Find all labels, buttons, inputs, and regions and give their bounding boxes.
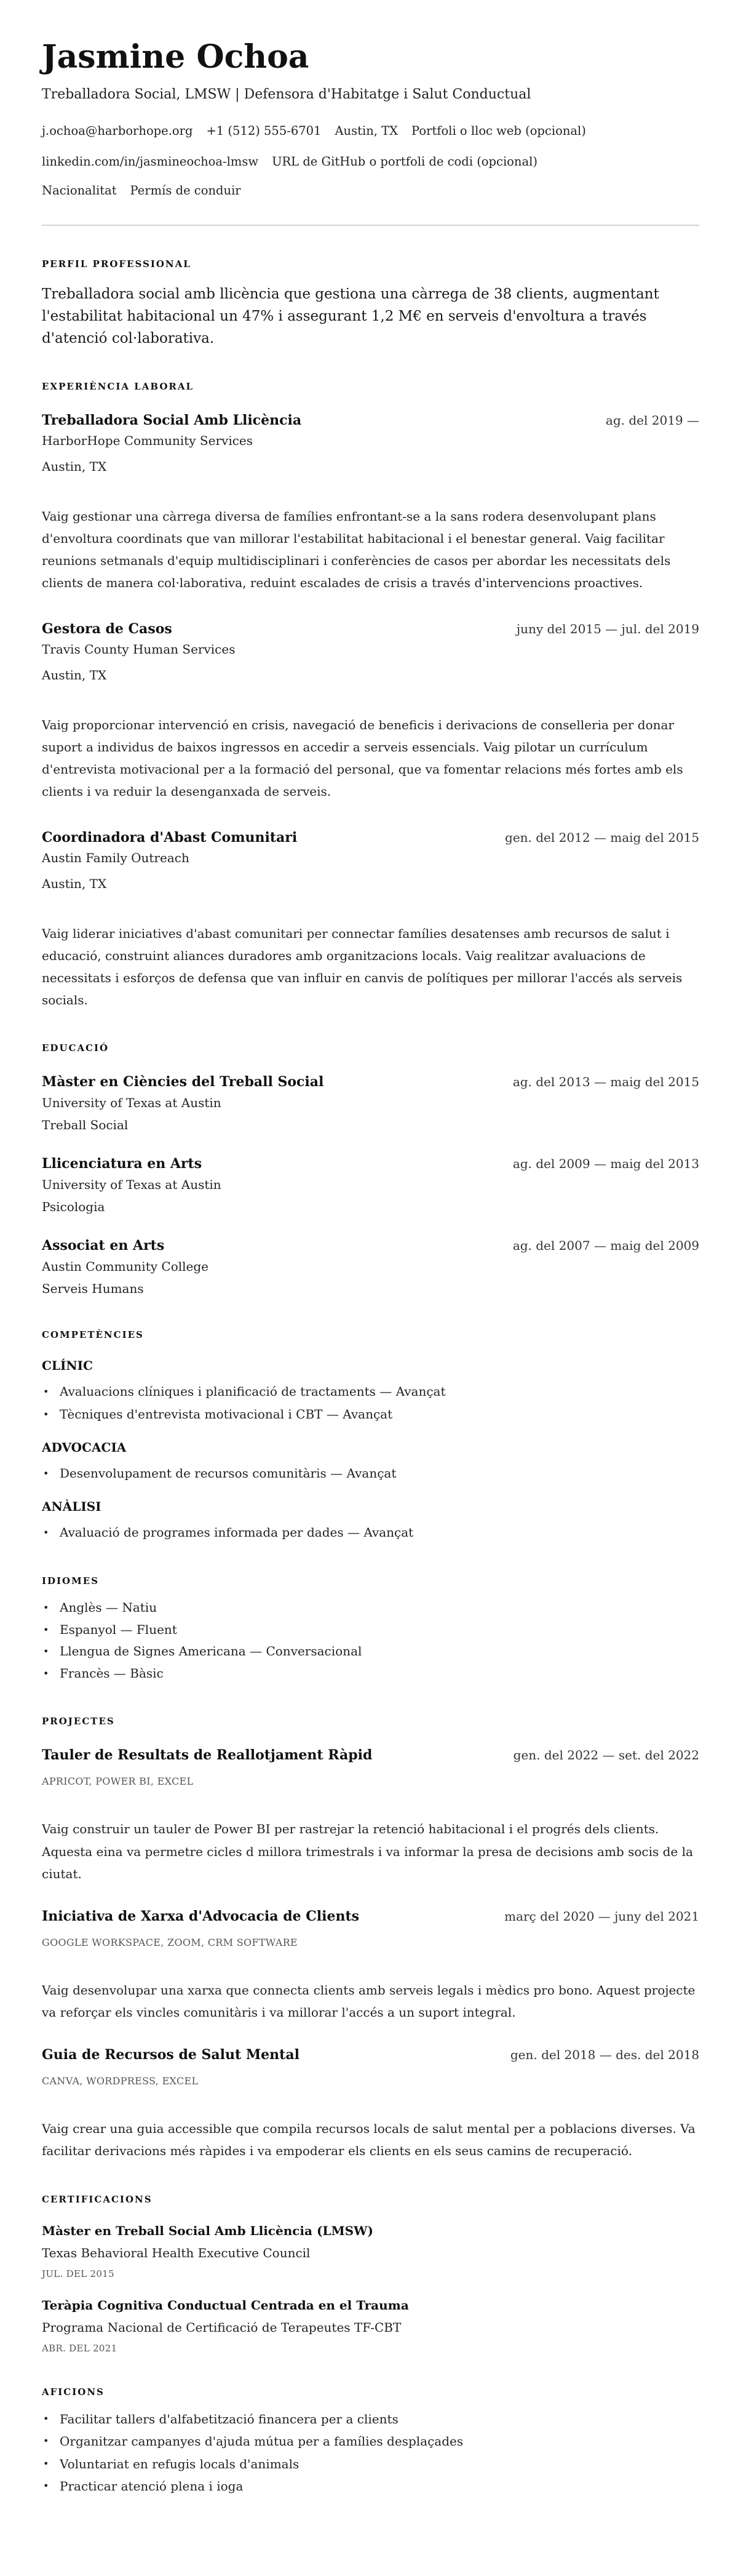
language-item: • Llengua de Signes Americana — Conversacional <box>42 1641 699 1663</box>
contact-driving-license: Permís de conduir <box>130 183 241 198</box>
job-company: Austin Family Outreach <box>42 850 189 865</box>
contact-row <box>42 122 699 140</box>
institution: University of Texas at Austin <box>42 1177 221 1192</box>
job-company: HarborHope Community Services <box>42 433 253 448</box>
certification-entry <box>42 2222 699 2281</box>
experience-section <box>42 380 699 1011</box>
skill-list <box>42 1462 699 1485</box>
skill-group-title: ANÀLISI <box>42 1499 101 1514</box>
job-entry <box>42 620 699 802</box>
project-title: Guia de Recursos de Salut Mental <box>42 2046 300 2063</box>
institution: Austin Community College <box>42 1259 208 1274</box>
job-description: Vaig proporcionar intervenció en crisis, navegació de beneficis i derivacions de conselleria per donar suport a individus de baixos ingressos en accedir a serveis essencials. Vaig pilotar un currículum d'entrevista motivacional per a la formació del personal, que va fomentar relacions més fortes amb els clients i va reduir la desenganxada de serveis. <box>42 718 683 799</box>
project-title: Iniciativa de Xarxa d'Advocacia de Clients <box>42 1908 360 1924</box>
project-entry <box>42 1746 699 1886</box>
skills-section <box>42 1329 699 1544</box>
hobbies-section <box>42 2386 699 2498</box>
skill-item: • Tècniques d'entrevista motivacional i CBT — Avançat <box>42 1403 699 1426</box>
contact-location: Austin, TX <box>335 124 399 138</box>
project-tech: CANVA, WORDPRESS, EXCEL <box>42 2074 199 2087</box>
job-description: Vaig gestionar una càrrega diversa de famílies enfrontant-se a la sans rodera desenvolupant plans d'envoltura coordinats que van millorar l'estabilitat habitacional i el benestar general. Vaig facilitar reunions setmanals d'equip multidisciplinari i conferències de casos per abordar les necessitats dels clients de manera col·laborativa, reduint escalades de crisis a través d'intervencions proactives. <box>42 509 671 590</box>
certification-issuer: Texas Behavioral Health Executive Council <box>42 2245 311 2260</box>
education-dates: ag. del 2013 — maig del 2015 <box>512 1074 699 1089</box>
job-entry <box>42 411 699 594</box>
education-dates: ag. del 2009 — maig del 2013 <box>512 1156 699 1171</box>
certification-date: JUL. DEL 2015 <box>42 2268 114 2279</box>
hobby-item: • Organitzar campanyes d'ajuda mútua per a famílies desplaçades <box>42 2430 699 2453</box>
section-heading: IDIOMES <box>42 1575 99 1586</box>
project-title: Tauler de Resultats de Reallotjament Ràpid <box>42 1747 373 1763</box>
section-heading: COMPETÈNCIES <box>42 1329 144 1340</box>
section-heading: EDUCACIÓ <box>42 1042 109 1054</box>
certification-title: Teràpia Cognitiva Conductual Centrada en el Trauma <box>42 2297 409 2313</box>
languages-section <box>42 1575 699 1684</box>
language-item: • Anglès — Natiu <box>42 1597 699 1619</box>
language-item: • Espanyol — Fluent <box>42 1619 699 1641</box>
contact-github[interactable]: URL de GitHub o portfoli de codi (opcional) <box>272 154 538 169</box>
section-heading: AFICIONS <box>42 2386 105 2398</box>
job-company: Travis County Human Services <box>42 642 236 657</box>
field-of-study: Psicologia <box>42 1199 105 1214</box>
hobby-item: • Practicar atenció plena i ioga <box>42 2475 699 2498</box>
contact-linkedin[interactable]: linkedin.com/in/jasmineochoa-lmsw <box>42 154 259 169</box>
project-tech: GOOGLE WORKSPACE, ZOOM, CRM SOFTWARE <box>42 1936 298 1948</box>
skill-group-title: CLÍNIC <box>42 1358 93 1373</box>
education-entry <box>42 1236 699 1298</box>
projects-section <box>42 1715 699 2162</box>
candidate-headline: Treballadora Social, LMSW | Defensora d'Habitatge i Salut Conductual <box>42 87 531 102</box>
institution: University of Texas at Austin <box>42 1095 221 1110</box>
section-heading: EXPERIÈNCIA LABORAL <box>42 381 194 392</box>
project-dates: gen. del 2018 — des. del 2018 <box>510 2047 699 2062</box>
resume-header <box>42 39 699 199</box>
job-location: Austin, TX <box>42 876 107 891</box>
hobby-list <box>42 2408 699 2498</box>
contact-portfolio[interactable]: Portfoli o lloc web (opcional) <box>411 124 586 138</box>
degree-title: Màster en Ciències del Treball Social <box>42 1074 324 1090</box>
job-title: Coordinadora d'Abast Comunitari <box>42 830 298 846</box>
summary-text: Treballadora social amb llicència que gestiona una càrrega de 38 clients, augmentant l'estabilitat habitacional un 47% i assegurant 1,2 M€ en serveis d'envoltura a través d'atenció col·laborativa. <box>42 286 659 346</box>
job-dates: juny del 2015 — jul. del 2019 <box>516 622 699 636</box>
job-location: Austin, TX <box>42 459 107 474</box>
job-entry <box>42 828 699 1011</box>
education-section <box>42 1042 699 1298</box>
skill-item: • Avaluació de programes informada per dades — Avançat <box>42 1521 699 1544</box>
language-list <box>42 1597 699 1684</box>
project-description: Vaig crear una guia accessible que compila recursos locals de salut mental per a poblacions diverses. Va facilitar derivacions més ràpides i va empoderar els clients en els seus camins de recuperació. <box>42 2121 696 2158</box>
section-heading: PERFIL PROFESSIONAL <box>42 258 191 270</box>
project-description: Vaig construir un tauler de Power BI per rastrejar la retenció habitacional i el progrés dels clients. Aquesta eina va permetre cicles d millora trimestrals i va informar la presa de decisions amb socis de la ciutat. <box>42 1822 693 1881</box>
skill-item: • Avaluacions clíniques i planificació de tractaments — Avançat <box>42 1380 699 1403</box>
education-entry <box>42 1073 699 1134</box>
project-entry <box>42 2046 699 2162</box>
job-title: Treballadora Social Amb Llicència <box>42 412 302 428</box>
certification-entry <box>42 2297 699 2355</box>
project-description: Vaig desenvolupar una xarxa que connecta clients amb serveis legals i mèdics pro bono. Aquest projecte va reforçar els vincles comunitàris i va millorar l'accés a un suport integral. <box>42 1982 696 2020</box>
hobby-item: • Facilitar tallers d'alfabetització financera per a clients <box>42 2408 699 2431</box>
certification-issuer: Programa Nacional de Certificació de Terapeutes TF-CBT <box>42 2319 402 2335</box>
project-tech: APRICOT, POWER BI, EXCEL <box>42 1775 194 1787</box>
project-dates: març del 2020 — juny del 2021 <box>504 1908 699 1924</box>
section-heading: CERTIFICACIONS <box>42 2193 153 2205</box>
skill-item: • Desenvolupament de recursos comunitàris — Avançat <box>42 1462 699 1485</box>
hobby-item: • Voluntariat en refugis locals d'animals <box>42 2453 699 2476</box>
certifications-section <box>42 2193 699 2355</box>
skill-list <box>42 1380 699 1426</box>
contact-nationality: Nacionalitat <box>42 183 117 198</box>
header-divider <box>42 225 699 226</box>
field-of-study: Treball Social <box>42 1118 129 1132</box>
project-dates: gen. del 2022 — set. del 2022 <box>513 1748 699 1762</box>
job-dates: gen. del 2012 — maig del 2015 <box>505 830 699 845</box>
job-title: Gestora de Casos <box>42 621 172 637</box>
education-entry <box>42 1154 699 1216</box>
field-of-study: Serveis Humans <box>42 1281 144 1296</box>
certification-date: ABR. DEL 2021 <box>42 2342 117 2354</box>
education-dates: ag. del 2007 — maig del 2009 <box>512 1238 699 1253</box>
skill-list <box>42 1521 699 1544</box>
project-entry <box>42 1907 699 2024</box>
contact-phone[interactable]: +1 (512) 555-6701 <box>206 124 322 138</box>
degree-title: Llicenciatura en Arts <box>42 1156 202 1172</box>
contact-row <box>42 153 699 170</box>
language-item: • Francès — Bàsic <box>42 1663 699 1685</box>
job-location: Austin, TX <box>42 668 107 682</box>
contact-email[interactable]: j.ochoa@harborhope.org <box>42 124 193 138</box>
contact-row <box>42 182 699 199</box>
job-description: Vaig liderar iniciatives d'abast comunitari per connectar famílies desatenses amb recursos de salut i educació, construint aliances duradores amb organitzacions locals. Vaig realitzar avaluacions de necessitats i esforços de defensa que van influir en canvis de polítiques per millorar l'accés als serveis socials. <box>42 926 683 1007</box>
skill-group-title: ADVOCACIA <box>42 1440 127 1455</box>
degree-title: Associat en Arts <box>42 1238 165 1254</box>
candidate-name: Jasmine Ochoa <box>42 38 309 76</box>
summary-section <box>42 258 699 350</box>
section-heading: PROJECTES <box>42 1716 115 1727</box>
certification-title: Màster en Treball Social Amb Llicència (LMSW) <box>42 2223 373 2238</box>
job-dates: ag. del 2019 — <box>605 413 699 428</box>
